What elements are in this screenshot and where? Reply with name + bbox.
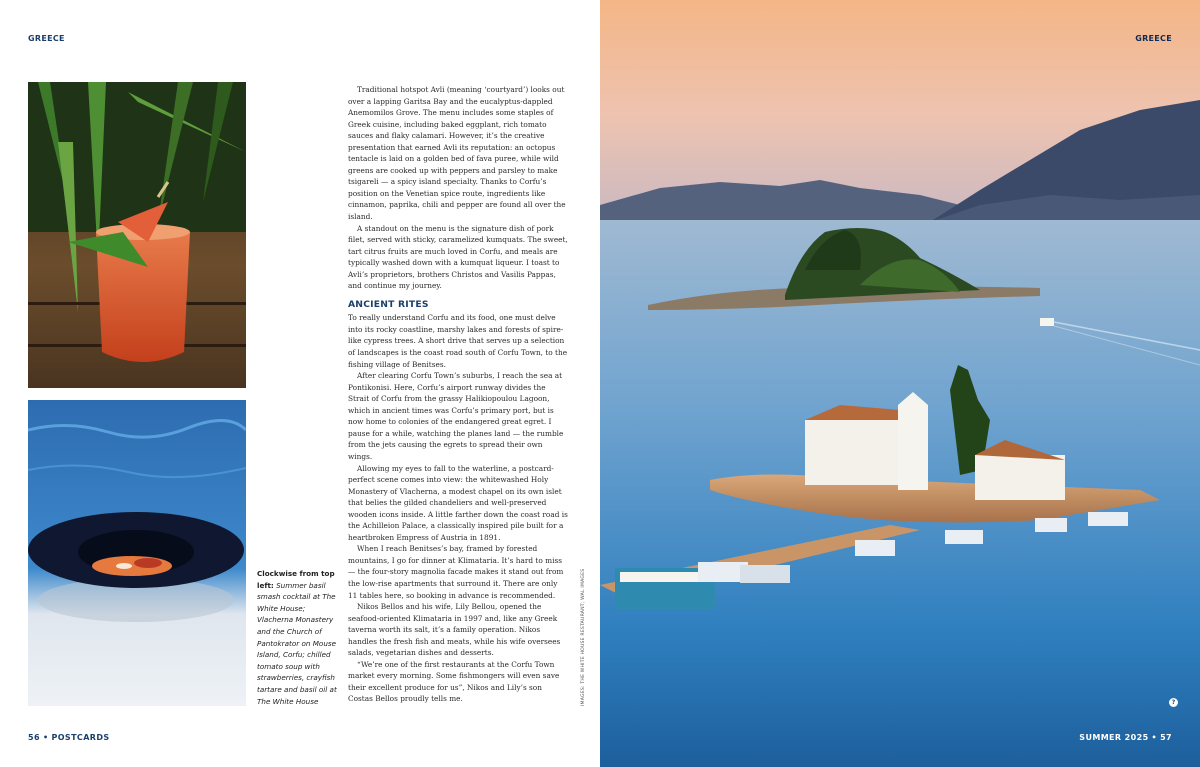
section-heading: ANCIENT RITES [348, 298, 429, 310]
folio-right [1079, 733, 1172, 742]
folio-separator: • [1151, 733, 1158, 742]
section-tag-left: GREECE [28, 34, 65, 43]
cocktail-photo [28, 82, 246, 388]
article-paragraph: “We’re one of the first restaurants at the Corfu Town market every morning. Some fishmongers will even save their excellent produce for us”, Nikos and Lily’s son Costas Bellos proudly tells me. [348, 659, 560, 704]
section-tag-right: GREECE [1135, 34, 1172, 43]
soup-photo [28, 400, 246, 706]
photo-caption [257, 568, 341, 707]
folio-left [28, 733, 110, 742]
article-paragraph: When I reach Benitses’s bay, framed by forested mountains, I go for dinner at Klimataria. It’s hard to miss — the four-story magnolia facade makes it stand out from the low-rise apartments that surround it. There are only 11 tables here, so booking in advance is recommended. [348, 544, 564, 600]
article-paragraph: Traditional hotspot Avli (meaning ‘courtyard’) looks out over a lapping Garitsa Bay and the eucalyptus-dappled Anemomilos Grove. The menu includes some staples of Greek cuisine, including baked eggplant, rich tomato sauces and flaky calamari. However, it’s the creative presentation that earned Avli its reputation: an octopus tentacle is laid on a golden bed of fava puree, while wild greens are cooked up with peppers and parsley to make tsigareli — a spicy island specialty. Thanks to Corfu’s position on the Venetian spice route, ingredients like cinnamon, paprika, chili and pepper are found all over the island. [348, 85, 566, 222]
article-paragraph: After clearing Corfu Town’s suburbs, I reach the sea at Pontikonisi. Here, Corfu’s airport runway divides the Strait of Corfu from the grassy Halikiopoulou Lagoon, which in ancient times was Corfu’s primary port, but is now home to colonies of the endangered great egret. I pause for a while, watching the planes land — the rumble from the jets causing the egrets to spread their own wings. [348, 371, 564, 461]
page-number-right: 57 [1160, 733, 1172, 742]
page-turn-marker[interactable]: ? [1169, 698, 1178, 707]
right-page [600, 0, 1200, 767]
caption-lead: Clockwise from top left: [257, 569, 335, 590]
article-paragraph: To really understand Corfu and its food, one must delve into its rocky coastline, marshy lakes and forests of spire-like cypress trees. A short drive that serves up a selection of landscapes is the coast road south of Corfu Town, to the fishing village of Benitses. [348, 313, 568, 369]
article-paragraph: Allowing my eyes to fall to the waterline, a postcard-perfect scene comes into view: the whitewashed Holy Monastery of Vlacherna, a modest chapel on its own islet that belies the gilded chandeliers and well-preserved wooden icons inside. A little farther down the coast road is the Achilleion Palace, a classically inspired pile built for a heartbroken Empress of Austria in 1891. [348, 463, 568, 542]
issue-name: SUMMER 2025 [1079, 733, 1149, 742]
caption-body: Summer basil smash cocktail at The White House; Vlacherna Monastery and the Church of Pantokrator on Mouse Island, Corfu; chilled tomato soup with strawberries, crayfish tartare and basil oil at The White House [257, 580, 337, 706]
folio-separator: • [42, 733, 49, 742]
article-paragraph: A standout on the menu is the signature dish of pork filet, served with sticky, caramelized kumquats. The sweet, tart citrus fruits are much loved in Corfu, and meals are typically washed down with a kumquat liqueur. I toast to Avli’s proprietors, brothers Christos and Vasilis Pappas, and continue my journey. [348, 223, 568, 291]
image-credit: IMAGES: THE WHITE HOUSE RESTAURANT; WAL IMAGES [581, 568, 586, 706]
publication-section: POSTCARDS [51, 733, 110, 742]
page-number-left: 56 [28, 733, 40, 742]
mouse-island-photo [600, 0, 1200, 767]
article-paragraph: Nikos Bellos and his wife, Lily Bellou, opened the seafood-oriented Klimataria in 1997 and, like any Greek taverna worth its salt, it’s a family operation. Nikos handles the fresh fish and meats, while his wife oversees salads, vegetarian dishes and desserts. [348, 602, 561, 658]
article-body [348, 84, 568, 705]
